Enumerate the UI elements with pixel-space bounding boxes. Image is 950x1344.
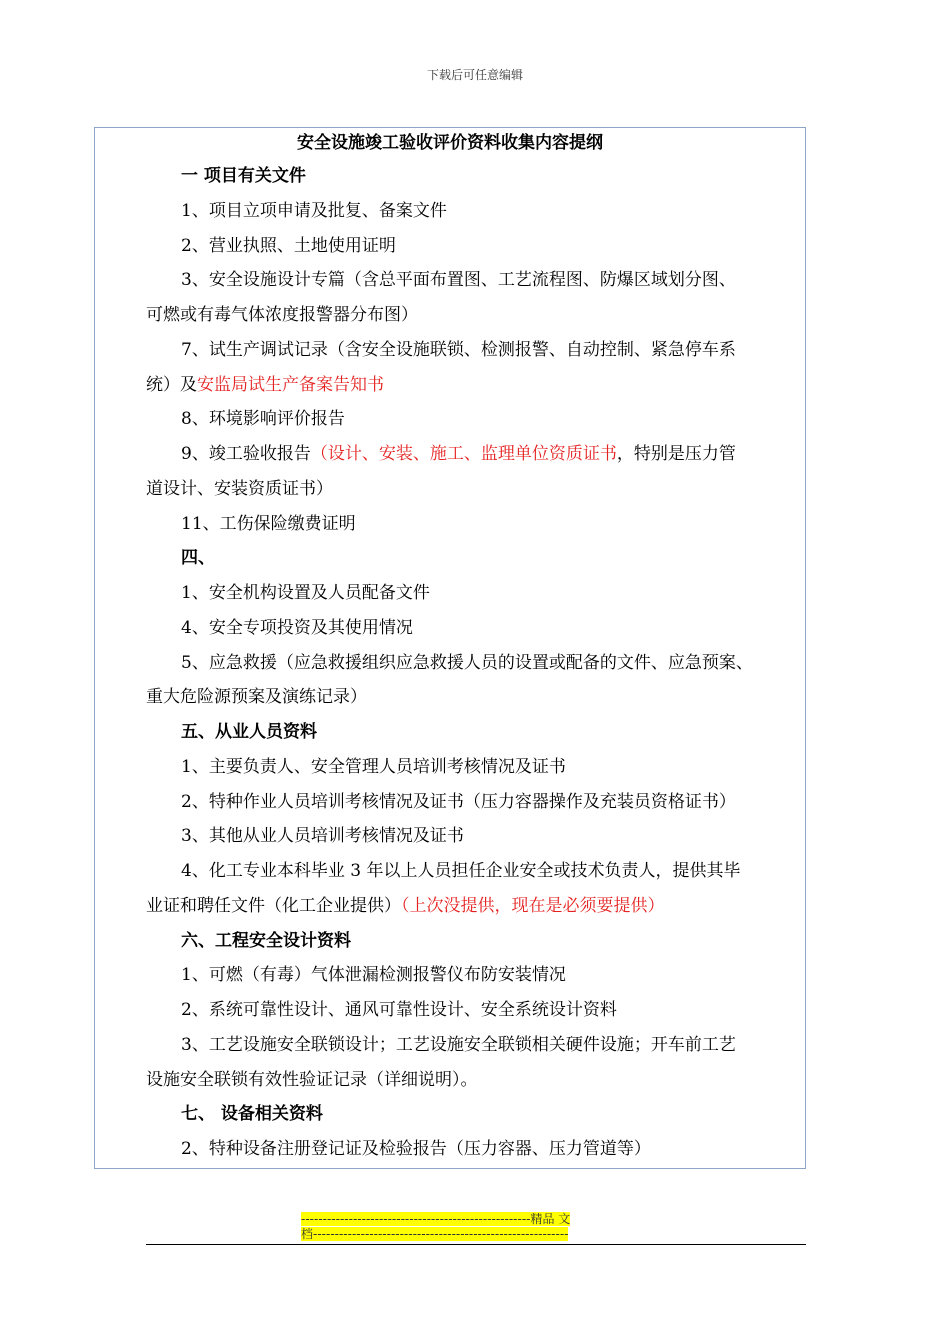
section-heading <box>181 545 215 571</box>
line-text: 3、其他从业人员培训考核情况及证书 <box>181 826 464 847</box>
line-text: 8、环境影响评价报告 <box>181 409 345 430</box>
line-text: 1、安全机构设置及人员配备文件 <box>181 583 430 603</box>
line-text: 2、特种作业人员培训考核情况及证书（压力容器操作及充装员资格证书） <box>181 791 736 812</box>
section-heading <box>181 163 306 189</box>
body-line <box>181 858 740 884</box>
line-text: 2、特种设备注册登记证及检验报告（压力容器、压力管道等） <box>181 1139 651 1159</box>
body-line <box>181 441 736 467</box>
highlighted-text: 安监局试生产备案告知书 <box>197 374 384 395</box>
body-line <box>181 580 430 606</box>
line-text: 道设计、安装资质证书） <box>146 478 333 499</box>
line-text: 3、安全设施设计专篇（含总平面布置图、工艺流程图、防爆区域划分图、 <box>181 270 736 291</box>
body-line <box>181 789 736 815</box>
bottom-rule <box>146 1244 806 1245</box>
section-heading <box>181 1101 323 1127</box>
header-note: 下载后可任意编辑 <box>426 68 523 82</box>
line-text: 4、化工专业本科毕业 3 年以上人员担任企业安全或技术负责人，提供其毕 <box>181 861 741 881</box>
footer-note <box>301 1212 639 1242</box>
document-title: 安全设施竣工验收评价资料收集内容提纲 <box>297 133 603 153</box>
line-text: ，特别是压力管 <box>616 444 736 464</box>
footer-note-line-1: -----------------------------------------------------精品 文 <box>301 1212 571 1226</box>
body-line <box>146 893 665 919</box>
body-line <box>181 997 617 1023</box>
body-line <box>181 511 356 537</box>
body-line <box>181 1136 651 1162</box>
line-text: 四、 <box>181 548 215 569</box>
body-line <box>181 198 447 224</box>
line-text: 六、工程安全设计资料 <box>181 930 351 951</box>
body-line <box>181 267 736 293</box>
line-text: 业证和聘任文件（化工企业提供） <box>146 895 401 916</box>
line-text: 1、可燃（有毒）气体泄漏检测报警仪布防安装情况 <box>181 965 566 986</box>
section-heading <box>181 719 317 745</box>
body-line <box>181 406 345 432</box>
section-heading <box>181 928 351 954</box>
body-line <box>181 615 413 641</box>
line-text: 1、主要负责人、安全管理人员培训考核情况及证书 <box>181 756 566 777</box>
line-text: 统）及 <box>146 374 197 395</box>
line-text: 五、从业人员资料 <box>181 722 317 742</box>
highlighted-text: （上次没提供，现在是必须要提供） <box>401 895 665 916</box>
body-line <box>181 233 396 259</box>
body-line <box>181 962 566 988</box>
line-text: 4、安全专项投资及其使用情况 <box>181 617 413 638</box>
line-text: 设施安全联锁有效性验证记录（详细说明）。 <box>146 1069 478 1090</box>
line-text: 1、项目立项申请及批复、备案文件 <box>181 200 447 221</box>
line-text: 可燃或有毒气体浓度报警器分布图） <box>146 305 418 325</box>
body-line <box>181 823 464 849</box>
line-text: 重大危险源预案及演练记录） <box>146 687 367 708</box>
body-line <box>146 372 384 398</box>
body-line <box>146 476 333 502</box>
body-line <box>146 302 418 328</box>
footer-note-line-2: 档----------------------------------------------------------- <box>301 1227 569 1241</box>
highlighted-text: （设计、安装、施工、监理单位资质证书 <box>310 444 617 464</box>
body-line <box>181 1032 736 1058</box>
body-line <box>181 754 566 780</box>
line-text: 3、工艺设施安全联锁设计；工艺设施安全联锁相关硬件设施；开车前工艺 <box>181 1034 736 1055</box>
line-text: 一 项目有关文件 <box>181 166 306 186</box>
body-line <box>181 650 753 676</box>
line-text: 2、营业执照、土地使用证明 <box>181 235 396 256</box>
body-line <box>146 1067 478 1093</box>
line-text: 9、竣工验收报告 <box>181 444 311 464</box>
line-text: 七、 设备相关资料 <box>181 1104 323 1125</box>
line-text: 7、试生产调试记录（含安全设施联锁、检测报警、自动控制、紧急停车系 <box>181 339 736 360</box>
body-line <box>146 684 367 710</box>
line-text: 2、系统可靠性设计、通风可靠性设计、安全系统设计资料 <box>181 1000 617 1020</box>
line-text: 5、应急救援（应急救援组织应急救援人员的设置或配备的文件、应急预案、 <box>181 652 753 673</box>
line-text: 11、工伤保险缴费证明 <box>181 513 356 534</box>
body-line <box>181 337 736 363</box>
